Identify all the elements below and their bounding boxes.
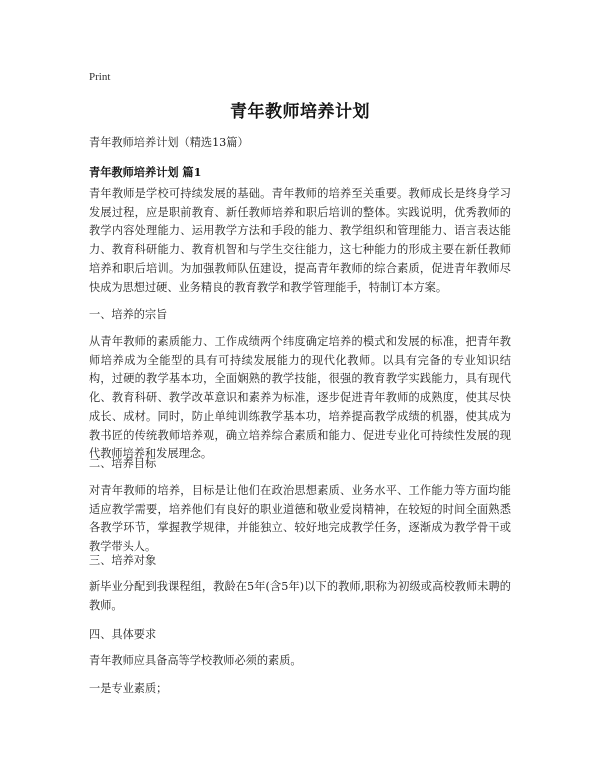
- targets-paragraph: 新毕业分配到我课程组，教龄在5年(含5年)以下的教师,职称为初级或高校教师未聘的教师。: [89, 580, 511, 612]
- heading-goals: 二、培养目标: [89, 457, 157, 470]
- page-title: 青年教师培养计划: [230, 102, 370, 122]
- heading-requirements: 四、具体要求: [89, 628, 157, 641]
- requirements-paragraph: 青年教师应具备高等学校教师必须的素质。: [89, 654, 302, 667]
- document-subtitle: 青年教师培养计划（精选13篇）: [89, 136, 249, 149]
- heading-purpose: 一、培养的宗旨: [89, 308, 168, 321]
- requirement-item: 一是专业素质；: [89, 682, 168, 695]
- purpose-paragraph: 从青年教师的素质能力、工作成绩两个纬度确定培养的模式和发展的标准，把青年教师培养成为全能型的具有可持续发展能力的现代化教师。以具有完备的专业知识结构，过硬的教学基本功，全面娴熟的教学技能，很强的教育教学实践能力，具有现代化、教育科研、教学改革意识和素养为标准，逐步促进青年教师的成熟度，使其尽快成长、成材。同时，防止单纯训练教学基本功，培养提高教学成绩的机器，使其成为教书匠的传统教师培养观，确立培养综合素质和能力、促进专业化可持续性发展的现代教师培养和发展理念。: [89, 335, 511, 461]
- print-label: Print: [89, 71, 111, 83]
- goals-paragraph: 对青年教师的培养，目标是让他们在政治思想素质、业务水平、工作能力等方面均能适应教学需要，培养他们有良好的职业道德和敬业爱岗精神，在较短的时间全面熟悉各教学环节，掌握教学规律，并能独立、较好地完成教学任务，逐渐成为教学骨干或教学带头人。: [89, 484, 511, 554]
- heading-targets: 三、培养对象: [89, 554, 157, 567]
- section-title: 青年教师培养计划 篇1: [89, 165, 202, 179]
- intro-paragraph: 青年教师是学校可持续发展的基础。青年教师的培养至关重要。教师成长是终身学习发展过程，应是职前教育、新任教师培养和职后培训的整体。实践说明，优秀教师的教学内容处理能力、运用教学方法和手段的能力、教学组织和管理能力、语言表达能力、教育科研能力、教育机智和与学生交往能力，这七种能力的形成主要在新任教师培养和职后培训。为加强教师队伍建设，提高青年教师的综合素质，促进青年教师尽快成为思想过硬、业务精良的教育教学和教学管理能手，特制订本方案。: [89, 187, 511, 294]
